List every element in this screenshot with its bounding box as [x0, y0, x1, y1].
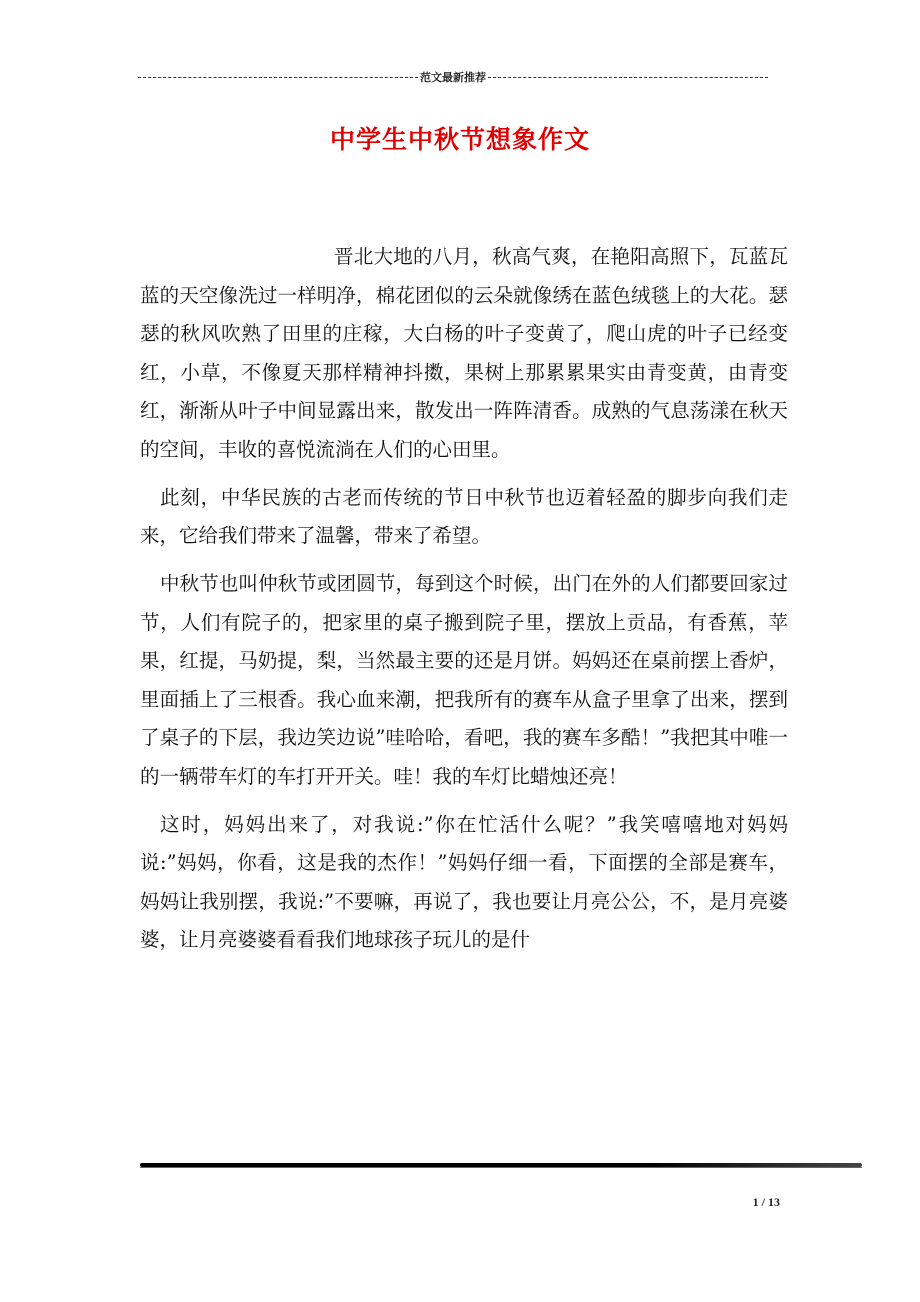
header-dash-right	[488, 77, 768, 78]
page-header	[138, 68, 768, 86]
document-title: 中学生中秋节想象作文	[329, 125, 590, 154]
header-label: 范文最新推荐	[420, 71, 486, 84]
document-body	[140, 238, 788, 969]
paragraph-1: 晋北大地的八月，秋高气爽，在艳阳高照下，瓦蓝瓦蓝的天空像洗过一样明净，棉花团似的云朵就像绣在蓝色绒毯上的大花。瑟瑟的秋风吹熟了田里的庄稼，大白杨的叶子变黄了，爬山虎的叶子已经变红，小草，不像夏天那样精神抖擞，果树上那累累果实由青变黄，由青变红，渐渐从叶子中间显露出来，散发出一阵阵清香。成熟的气息荡漾在秋天的空间，丰收的喜悦流淌在人们的心田里。	[140, 245, 788, 461]
paragraph-2: 此刻，中华民族的古老而传统的节日中秋节也迈着轻盈的脚步向我们走来，它给我们带来了温馨，带来了希望。	[140, 485, 788, 547]
paragraph-4: 这时，妈妈出来了，对我说:”你在忙活什么呢？”我笑嘻嘻地对妈妈说:”妈妈，你看，这是我的杰作！”妈妈仔细一看，下面摆的全部是赛车，妈妈让我别摆，我说:”不要嘛，再说了，我也要让月亮公公，不，是月亮婆婆，让月亮婆婆看看我们地球孩子玩儿的是什	[140, 812, 788, 951]
footer-rule	[140, 1163, 862, 1167]
header-dash-left	[138, 77, 418, 78]
page-number: 1 / 13	[752, 1195, 780, 1209]
paragraph-3: 中秋节也叫仲秋节或团圆节，每到这个时候，出门在外的人们都要回家过节，人们有院子的，把家里的桌子搬到院子里，摆放上贡品，有香蕉，苹果，红提，马奶提，梨，当然最主要的还是月饼。妈妈还在桌前摆上香炉，里面插上了三根香。我心血来潮，把我所有的赛车从盒子里拿了出来，摆到了桌子的下层，我边笑边说”哇哈哈，看吧，我的赛车多酷！”我把其中唯一的一辆带车灯的车打开开关。哇！我的车灯比蜡烛还亮！	[140, 572, 788, 788]
